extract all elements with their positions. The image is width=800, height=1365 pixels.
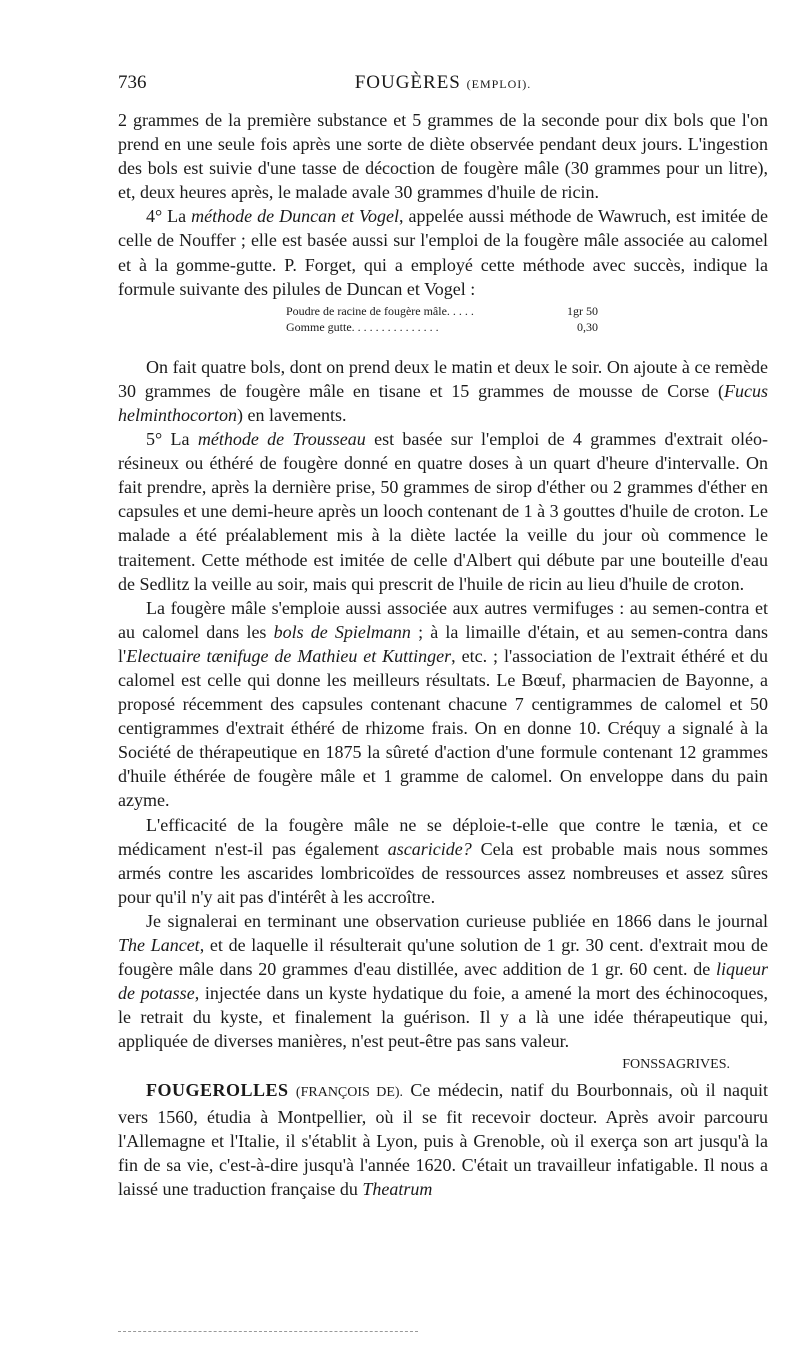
text-run: Ce médecin, natif du Bourbonnais, où il naquit vers 1560, étudia à Montpellier, où il se fit recevoir docteur. Après avoir parcouru l'Allemagne et l'Italie, il s'établit à Lyon, puis à Grenoble, où il exerça son art jusqu'à la fin de sa vie, c'est-à-dire jusqu'à l'année 1620. C'était un travailleur infatigable. Il nous a laissé une traduction française du [118,1079,768,1199]
page-number: 736 [118,72,147,93]
paragraph [118,813,768,909]
running-header [118,72,768,102]
paragraph-trousseau [118,427,768,596]
latin-name: Fucus helminthocorton [118,380,768,425]
article-fougerolles [118,1078,768,1201]
text-run: , etc. ; l'association de l'extrait éthéré et du calomel est celle qui donne les meilleurs résultats. Le Bœuf, pharmacien de Bayonne, a proposé récemment des capsules contenant chacune 7 centigrammes de calomel et 50 centigrammes d'extrait éthéré de rhizome frais. On en donne 10. Créquy a signalé à la Société de thérapeutique en 1875 la sûreté d'action d'une formule contenant 12 grammes d'huile éthérée de fougère mâle et 1 gramme de calomel. On enveloppe dans du pain azyme. [118,645,768,811]
formula-ingredient: Poudre de racine de fougère mâle. . . . . [286,303,474,318]
formula-row [286,303,598,319]
preparation-name: bols de Spielmann [273,621,411,642]
text-run: , appelée aussi méthode de Wawruch, est imitée de celle de Nouffer ; elle est basée aussi sur l'emploi de la fougère mâle associée au calomel et à la gomme-gutte. P. Forget, qui a employé cette méthode avec succès, indique la formule suivante des pilules de Duncan et Vogel : [118,206,768,299]
text-run: , et de laquelle il résulterait qu'une solution de 1 gr. 30 cent. d'extrait mou de fougère mâle dans 20 grammes d'eau distillée, avec addition de 1 gr. 60 cent. de [118,935,768,980]
page-footer-rule [118,1331,418,1332]
formula-quantity: 0,30 [577,319,598,334]
text-run: Je signalerai en terminant une observation curieuse publiée en 1866 dans le journal [146,910,768,931]
running-title-sub: (EMPLOI). [466,77,532,91]
formula-row [286,319,598,335]
body-text [118,108,768,1201]
italic-term: liqueur de potasse [118,959,768,1004]
paragraph [118,596,768,813]
italic-term: ascaricide? [387,838,472,859]
text-run: est basée sur l'emploi de 4 grammes d'extrait oléo-résineux ou éthéré de fougère donné en quatre doses à un quart d'heure d'intervalle. On fait prendre, après la dernière prise, 50 grammes de sirop d'éther ou 2 grammes d'éther en capsules et une demi-heure après un looch contenant de 1 à 3 gouttes d'huile de croton. Le malade a été préalablement mis à la diète lactée la veille du jour où commence le traitement. Cette méthode est imitée de celle d'Albert qui débute par une bouteille d'eau de Sedlitz la veille au soir, mais qui prescrit de l'huile de ricin au lieu d'huile de croton. [118,429,769,594]
signature-line [118,1053,768,1077]
text-run: ; à la limaille d'étain, et au semen-contra dans l' [118,621,768,666]
article-given-name: (FRANÇOIS DE). [295,1084,404,1100]
formula-quantity: 1gr 50 [567,303,598,318]
text-run: L'efficacité de la fougère mâle ne se déploie-t-elle que contre le tænia, et ce médicament n'est-il pas également [118,814,768,859]
text-run: On fait quatre bols, dont on prend deux le matin et deux le soir. On ajoute à ce remède 30 grammes de fougère mâle en tisane et 15 grammes de mousse de Corse ( [118,356,768,401]
running-title-main: FOUGÈRES [354,72,461,93]
author-signature: FONSSAGRIVES. [622,1057,730,1073]
paragraph [118,909,768,1054]
text-run: ) en lavements. [237,404,347,425]
paragraph: 2 grammes de la première substance et 5 grammes de la seconde pour dix bols que l'on prend en une seule fois après une sorte de diète observée pendant deux jours. L'ingestion des bols est suivie d'une tasse de décoction de fougère mâle (30 grammes pour un litre), et, deux heures après, le malade avale 30 grammes d'huile de ricin. [118,110,768,203]
formula-ingredient: Gomme gutte. . . . . . . . . . . . . . . [286,319,439,334]
method-name: méthode de Duncan et Vogel [191,206,400,227]
formula-table [286,303,598,335]
preparation-name: Electuaire tænifuge de Mathieu et Kuttinger [126,645,452,666]
book-title: Theatrum [362,1178,433,1199]
text-run: La fougère mâle s'emploie aussi associée aux autres vermifuges : au semen-contra et au calomel dans les [118,597,768,642]
text-run: 4° La [146,206,192,227]
text-run: 5° La [146,429,198,450]
paragraph [118,355,768,427]
paragraph-duncan-vogel [118,204,768,300]
journal-name: The Lancet [118,935,200,955]
text-run: , injectée dans un kyste hydatique du foie, a amené la mort des échinocoques, le retrait du kyste, et finalement la guérison. Il y a là une idée thérapeutique qui, appliquée de diverses manières, n'est peut-être pas sans valeur. [118,983,768,1052]
running-title [118,72,768,94]
text-run: Cela est probable mais nous sommes armés contre les ascarides lombricoïdes de ressources assez nombreuses et assez sûres pour qu'il n'y ait pas d'intérêt à les accroître. [118,838,768,907]
method-name: méthode de Trousseau [197,429,366,450]
article-headword: FOUGEROLLES [146,1079,289,1100]
